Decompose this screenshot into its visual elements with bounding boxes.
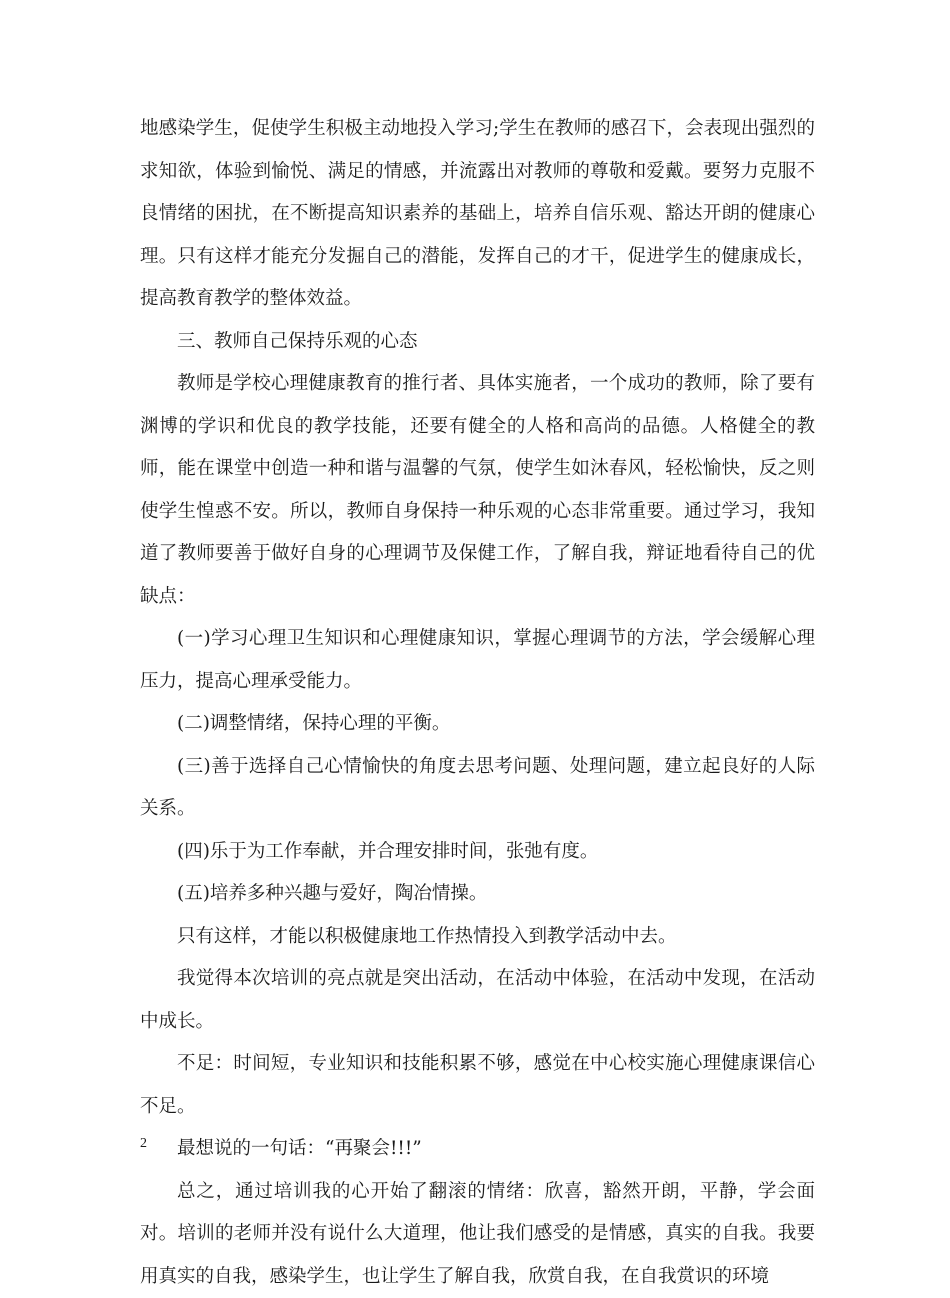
list-item: (三)善于选择自己心情愉快的角度去思考问题、处理问题，建立起良好的人际关系。: [140, 746, 815, 831]
paragraph: 只有这样，才能以积极健康地工作热情投入到教学活动中去。: [140, 916, 815, 959]
paragraph: 最想说的一句话：“再聚会!!!”: [140, 1128, 815, 1171]
paragraph: 总之，通过培训我的心开始了翻滚的情绪：欣喜，豁然开朗，平静，学会面对。培训的老师并没有说什么大道理，他让我们感受的是情感，真实的自我。我要用真实的自我，感染学生，也让学生了解自我，欣赏自我，在自我赏识的环境: [140, 1171, 815, 1298]
section-heading: 三、教师自己保持乐观的心态: [140, 321, 815, 364]
list-item: (二)调整情绪，保持心理的平衡。: [140, 703, 815, 746]
page-number: 2: [140, 1136, 147, 1152]
paragraph: 教师是学校心理健康教育的推行者、具体实施者，一个成功的教师，除了要有渊博的学识和优良的教学技能，还要有健全的人格和高尚的品德。人格健全的教师，能在课堂中创造一种和谐与温馨的气氛，使学生如沐春风，轻松愉快，反之则使学生惶惑不安。所以，教师自身保持一种乐观的心态非常重要。通过学习，我知道了教师要善于做好自身的心理调节及保健工作，了解自我，辩证地看待自己的优缺点：: [140, 363, 815, 618]
paragraph: 我觉得本次培训的亮点就是突出活动，在活动中体验，在活动中发现，在活动中成长。: [140, 958, 815, 1043]
list-item: (四)乐于为工作奉献，并合理安排时间，张弛有度。: [140, 831, 815, 874]
document-body: [140, 108, 815, 1298]
list-item: (一)学习心理卫生知识和心理健康知识，掌握心理调节的方法，学会缓解心理压力，提高心理承受能力。: [140, 618, 815, 703]
paragraph-continuation: 地感染学生，促使学生积极主动地投入学习;学生在教师的感召下，会表现出强烈的求知欲，体验到愉悦、满足的情感，并流露出对教师的尊敬和爱戴。要努力克服不良情绪的困扰，在不断提高知识素养的基础上，培养自信乐观、豁达开朗的健康心理。只有这样才能充分发掘自己的潜能，发挥自己的才干，促进学生的健康成长，提高教育教学的整体效益。: [140, 108, 815, 321]
paragraph: 不足：时间短，专业知识和技能积累不够，感觉在中心校实施心理健康课信心不足。: [140, 1043, 815, 1128]
list-item: (五)培养多种兴趣与爱好，陶冶情操。: [140, 873, 815, 916]
